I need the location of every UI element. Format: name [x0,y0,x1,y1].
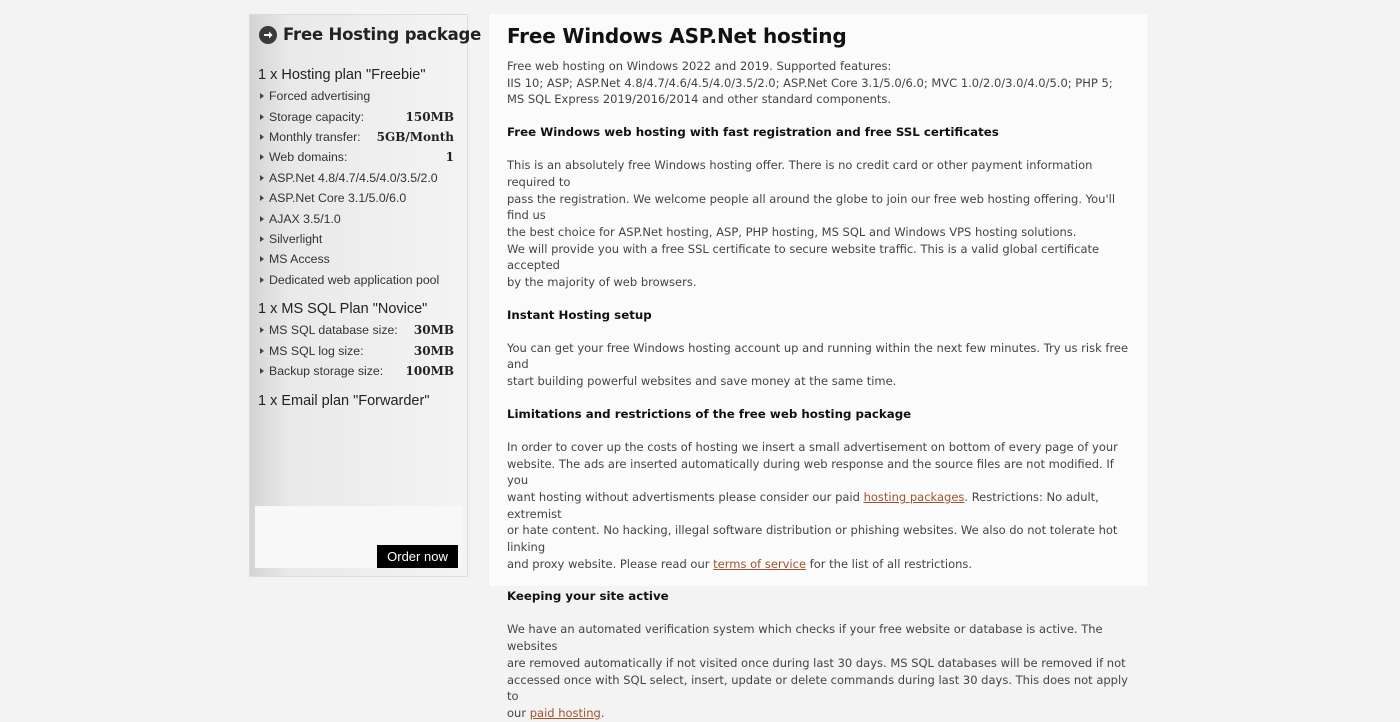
feature-row [258,361,454,381]
section-paragraph [507,340,1138,390]
feature-row [258,229,454,249]
feature-label: ASP.Net 4.8/4.7/4.5/4.0/3.5/2.0 [269,170,438,185]
hosting-packages-link[interactable]: hosting packages [863,489,965,504]
feature-row [258,168,454,188]
section-paragraph [507,157,1138,291]
plan-title: 1 x Hosting plan "Freebie" [258,67,426,83]
text-line: IIS 10; ASP; ASP.Net 4.8/4.7/4.6/4.5/4.0/3.5/2.0; ASP.Net Core 3.1/5.0/6.0; MVC 1.0/2.0/3.0/4.0/5.0; PHP 5; [507,75,1113,90]
text-line: website. The ads are inserted automatically during web response and the source files are not modified. If you [507,456,1114,488]
bullet-arrow-icon [260,154,264,160]
feature-label: ASP.Net Core 3.1/5.0/6.0 [269,191,407,206]
feature-label: MS SQL log size: [269,343,364,358]
terms-of-service-link[interactable]: terms of service [713,556,807,571]
feature-label: Web domains: [269,150,348,165]
text-line: want hosting without advertisments please consider our paid [507,489,864,504]
paid-hosting-link[interactable]: paid hosting [529,705,601,720]
text-line: are removed automatically if not visited once during last 30 days. MS SQL databases will be removed if not [507,655,1126,670]
feature-label: Storage capacity: [269,109,365,124]
feature-label: MS SQL database size: [269,323,398,338]
feature-row [258,147,454,167]
feature-row [258,320,454,340]
feature-value: 30MB [413,323,454,338]
text-line: This is an absolutely free Windows hosting offer. There is no credit card or other payment information required to [507,158,1093,189]
order-area [255,506,462,568]
text-line: You can get your free Windows hosting account up and running within the next few minutes. Try us risk free and [507,340,1129,372]
feature-row [258,340,454,360]
feature-value: 1 [445,150,454,165]
feature-row [258,188,454,208]
section-heading-keep-active: Keeping your site active [507,589,669,604]
text-line: In order to cover up the costs of hosting we insert a small advertisement on bottom of every page of your [507,439,1118,454]
feature-label: Backup storage size: [269,363,384,378]
text-line: for the list of all restrictions. [806,556,973,571]
bullet-arrow-icon [260,93,264,99]
plan-title: 1 x Email plan "Forwarder" [258,393,430,409]
sidebar-header [259,25,481,44]
text-line: the best choice for ASP.Net hosting, ASP, PHP hosting, MS SQL and Windows VPS hosting solutions. [507,224,1077,239]
text-line: Free web hosting on Windows 2022 and 2019. Supported features: [507,59,892,73]
bullet-arrow-icon [260,175,264,181]
feature-label: Monthly transfer: [269,129,361,144]
bullet-arrow-icon [260,277,264,283]
bullet-arrow-icon [260,134,264,140]
text-line: accessed once with SQL select, insert, update or delete commands during last 30 days. This does not apply to [507,672,1128,704]
feature-value: 100MB [405,363,454,378]
text-line: We have an automated verification system which checks if your free website or database is active. The websites [507,622,1103,654]
text-line: start building powerful websites and save money at the same time. [507,374,897,389]
section-paragraph [507,621,1138,721]
bullet-arrow-icon [260,114,264,120]
text-line: or hate content. No hacking, illegal software distribution or phishing websites. We also do not tolerate hot linking [507,523,1118,555]
email-plan-forwarder [258,391,454,412]
bullet-arrow-icon [260,236,264,242]
bullet-arrow-icon [260,327,264,333]
bullet-arrow-icon [260,348,264,354]
text-line: . [600,705,605,720]
sidebar-title: Free Hosting package [283,25,482,44]
hosting-plan-freebie [258,65,454,290]
section-paragraph [507,439,1138,573]
plan-title: 1 x MS SQL Plan "Novice" [258,301,428,317]
mssql-plan-novice [258,299,454,381]
bullet-arrow-icon [260,256,264,262]
text-line: by the majority of web browsers. [507,275,697,290]
bullet-arrow-icon [260,216,264,222]
feature-value: 5GB/Month [376,129,454,144]
feature-row [258,86,454,106]
intro-paragraph [507,58,1138,108]
main-content [488,14,1149,720]
feature-row [258,106,454,126]
bullet-arrow-icon [260,368,264,374]
order-now-button[interactable]: Order now [377,545,458,568]
section-heading-free-windows: Free Windows web hosting with fast registration and free SSL certificates [507,125,999,140]
text-line: our [507,705,530,720]
feature-label: AJAX 3.5/1.0 [269,211,341,226]
bullet-arrow-icon [260,195,264,201]
hosting-package-sidebar [249,14,482,577]
text-line: and proxy website. Please read our [507,556,714,571]
feature-row [258,270,454,290]
section-heading-limitations: Limitations and restrictions of the free web hosting package [507,406,912,421]
page-title: Free Windows ASP.Net hosting [507,24,847,48]
text-line: . Restrictions: No adult, extremist [507,489,1099,521]
feature-label: MS Access [269,252,330,267]
section-heading-instant-setup: Instant Hosting setup [507,307,652,322]
arrow-circle-icon [259,26,277,44]
feature-row [258,208,454,228]
text-line: We will provide you with a free SSL certificate to secure website traffic. This is a valid global certificate accepted [507,241,1100,273]
feature-row [258,127,454,147]
feature-row [258,249,454,269]
feature-value: 150MB [405,109,454,124]
text-line: MS SQL Express 2019/2016/2014 and other standard components. [507,92,892,107]
feature-label: Dedicated web application pool [269,272,440,287]
feature-value: 30MB [413,343,454,358]
text-line: pass the registration. We welcome people all around the globe to join our free web hosting offering. You'll find us [507,191,1116,223]
feature-label: Forced advertising [269,89,371,104]
feature-label: Silverlight [269,231,323,246]
